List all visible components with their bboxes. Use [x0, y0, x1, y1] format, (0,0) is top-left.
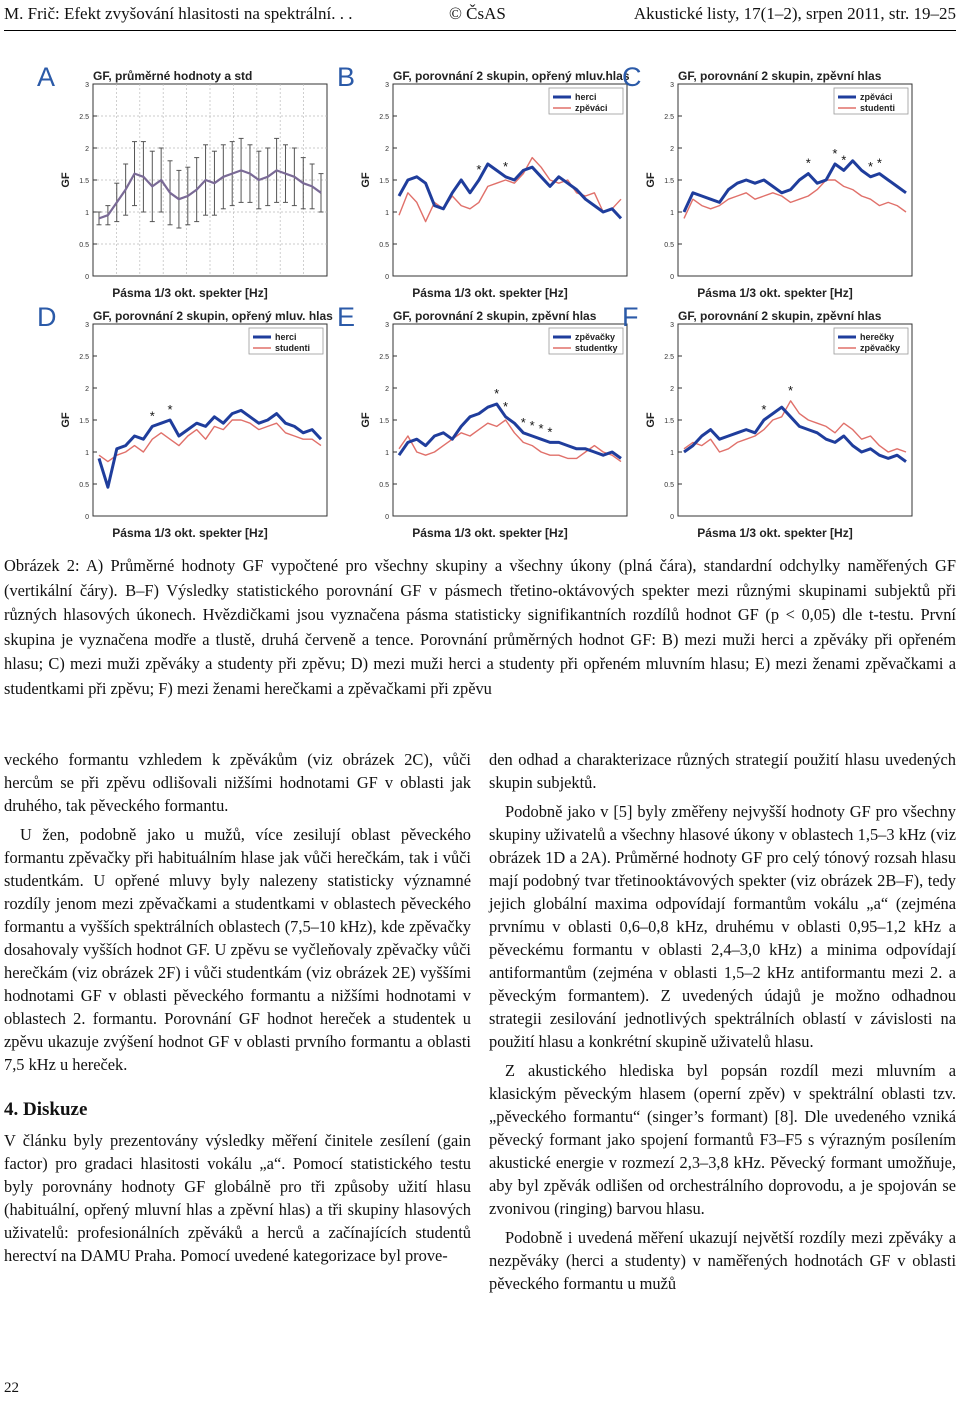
panel-title: GF, průměrné hodnoty a std — [93, 69, 253, 83]
y-tick-label: 1 — [85, 210, 89, 217]
panel-letter: F — [622, 302, 639, 332]
y-tick-label: 1 — [385, 210, 389, 217]
y-axis-label: GF — [360, 412, 372, 428]
y-tick-label: 0.5 — [664, 482, 674, 489]
paragraph: U žen, podobně jako u mužů, více zesilují oblast pěveckého formantu zpěvačky při habituálním hlase jak vůči herečkám, tak i vůči studentkám. U opřené mluvy byly nalezeny statisticky významné rozdíly jenom mezi zpěvačkami a studentkami v oblastech pěveckého formantu a vyšších spektrálních oblastech (7,5–10 kHz), kde zpěvačky dosahovaly vyšších hodnot GF. U zpěvu se vyčleňovaly zpěvačky vůči herečkám (viz obrázek 2F) i vůči studentkám (viz obrázek 2E) vyššími hodnotami GF v oblasti pěveckého formantu a nižšími hodnotami v oblastech 2. formantu. Porovnání GF hodnot hereček a studentek u zpěvu ukazuje zvýšení hodnot GF v oblasti prvního formantu a oblasti 7,5 kHz u hereček. — [4, 825, 471, 1074]
chart-f — [630, 306, 920, 536]
y-axis-label: GF — [645, 172, 657, 188]
y-tick-label: 2.5 — [79, 114, 89, 121]
series-line-1 — [399, 164, 621, 218]
y-tick-label: 2 — [385, 146, 389, 153]
y-tick-label: 2 — [670, 386, 674, 393]
panel-c — [622, 62, 920, 300]
y-tick-label: 0.5 — [379, 482, 389, 489]
significance-star: * — [761, 402, 767, 417]
legend-label: zpěváci — [575, 103, 608, 113]
significance-star: * — [149, 408, 155, 424]
legend-label: herci — [575, 92, 597, 102]
right-column — [489, 748, 956, 1295]
left-column — [4, 748, 471, 1267]
significance-star: * — [538, 421, 544, 437]
y-tick-label: 1.5 — [79, 418, 89, 425]
significance-star: * — [520, 414, 526, 430]
significance-star: * — [805, 155, 811, 171]
y-axis-label: GF — [360, 172, 372, 188]
chart-a — [45, 66, 335, 296]
y-tick-label: 1 — [670, 210, 674, 217]
y-tick-label: 1 — [85, 450, 89, 457]
significance-star: * — [841, 152, 847, 168]
panel-title: GF, porovnání 2 skupin, opřený mluv.hlas — [393, 69, 630, 83]
chart-e — [345, 306, 635, 536]
y-tick-label: 2.5 — [379, 354, 389, 361]
x-axis-label: Pásma 1/3 okt. spekter [Hz] — [697, 286, 853, 300]
significance-star: * — [167, 402, 173, 417]
series-line-2 — [399, 158, 621, 222]
header-journal: Akustické listy, 17(1–2), srpen 2011, str. 19–25 — [633, 4, 956, 23]
y-tick-label: 0 — [85, 514, 89, 521]
y-tick-label: 1.5 — [379, 418, 389, 425]
panel-f — [622, 302, 920, 540]
panel-d — [37, 302, 335, 540]
x-axis-label: Pásma 1/3 okt. spekter [Hz] — [112, 286, 268, 300]
chart-c — [630, 66, 920, 296]
chart-d — [45, 306, 335, 536]
y-axis-label: GF — [60, 172, 72, 188]
y-tick-label: 1 — [385, 450, 389, 457]
y-tick-label: 3 — [85, 322, 89, 329]
page-number: 22 — [4, 1380, 19, 1396]
header-copyright: © ČsAS — [449, 4, 506, 23]
panel-title: GF, porovnání 2 skupin, zpěvní hlas — [678, 309, 882, 323]
legend-label: zpěváci — [860, 92, 893, 102]
significance-star: * — [476, 162, 482, 177]
y-tick-label: 0 — [385, 274, 389, 281]
y-tick-label: 0.5 — [379, 242, 389, 249]
legend-label: studentky — [575, 343, 618, 353]
legend-label: herci — [275, 332, 297, 342]
y-tick-label: 1.5 — [379, 178, 389, 185]
y-tick-label: 0 — [385, 514, 389, 521]
y-tick-label: 3 — [385, 322, 389, 329]
y-tick-label: 3 — [385, 82, 389, 89]
y-tick-label: 3 — [670, 322, 674, 329]
significance-star: * — [876, 155, 882, 171]
legend-label: studenti — [275, 343, 310, 353]
header-left: M. Frič: Efekt zvyšování hlasitosti na spektrální. . . — [4, 4, 353, 23]
significance-star: * — [503, 158, 509, 174]
y-tick-label: 0.5 — [664, 242, 674, 249]
y-tick-label: 2.5 — [79, 354, 89, 361]
x-axis-label: Pásma 1/3 okt. spekter [Hz] — [697, 526, 853, 540]
y-tick-label: 1.5 — [79, 178, 89, 185]
series-line-1 — [684, 407, 906, 461]
panel-letter: E — [337, 302, 356, 332]
series-line-2 — [99, 420, 321, 462]
series-line-1 — [99, 410, 321, 487]
y-tick-label: 2 — [85, 386, 89, 393]
series-line-2 — [399, 420, 621, 462]
y-tick-label: 2.5 — [664, 114, 674, 121]
series-line-2 — [684, 401, 906, 452]
legend-label: herečky — [860, 332, 895, 342]
series-line-1 — [399, 404, 621, 458]
section-heading: 4. Diskuze — [4, 1099, 88, 1120]
y-tick-label: 0 — [85, 274, 89, 281]
significance-star: * — [547, 424, 553, 440]
y-tick-label: 2 — [670, 146, 674, 153]
significance-star: * — [494, 386, 500, 401]
panel-letter: D — [37, 302, 57, 332]
y-tick-label: 3 — [85, 82, 89, 89]
x-axis-label: Pásma 1/3 okt. spekter [Hz] — [412, 526, 568, 540]
x-axis-label: Pásma 1/3 okt. spekter [Hz] — [412, 286, 568, 300]
significance-star: * — [529, 418, 535, 433]
y-tick-label: 1 — [670, 450, 674, 457]
panel-letter: B — [337, 62, 356, 92]
panel-b — [337, 62, 635, 300]
significance-star: * — [788, 382, 794, 398]
y-axis-label: GF — [645, 412, 657, 428]
y-tick-label: 0 — [670, 274, 674, 281]
legend-label: zpěvačky — [575, 332, 616, 342]
paragraph: veckého formantu vzhledem k zpěvákům (viz obrázek 2C), vůči hercům se při zpěvu odlišovali nižšími hodnotami GF v oblasti jak druhého, tak pěveckého formantu. — [4, 750, 471, 815]
panel-a — [37, 62, 335, 300]
significance-star: * — [832, 146, 838, 161]
chart-b — [345, 66, 635, 296]
panel-title: GF, porovnání 2 skupin, opřený mluv. hlas — [93, 309, 333, 323]
paragraph: Podobně i uvedená měření ukazují největší rozdíly mezi zpěváky a nezpěváky (herci a studenty) v naměřených hodnotách GF v oblasti pěveckého formantu u mužů — [489, 1228, 956, 1293]
x-axis-label: Pásma 1/3 okt. spekter [Hz] — [112, 526, 268, 540]
y-tick-label: 1.5 — [664, 178, 674, 185]
significance-star: * — [867, 158, 874, 174]
y-tick-label: 0.5 — [79, 482, 89, 489]
y-tick-label: 2 — [385, 386, 389, 393]
page-header — [4, 0, 956, 31]
y-tick-label: 2 — [85, 146, 89, 153]
legend-label: studenti — [860, 103, 895, 113]
y-tick-label: 1.5 — [664, 418, 674, 425]
panel-letter: C — [622, 62, 642, 92]
panel-e — [337, 302, 635, 540]
figure-2 — [37, 62, 920, 540]
y-tick-label: 3 — [670, 82, 674, 89]
y-tick-label: 0 — [670, 514, 674, 521]
significance-star: * — [503, 398, 509, 414]
y-tick-label: 2.5 — [664, 354, 674, 361]
y-axis-label: GF — [60, 412, 72, 428]
panel-title: GF, porovnání 2 skupin, zpěvní hlas — [678, 69, 882, 83]
legend-label: zpěvačky — [860, 343, 901, 353]
paragraph: V článku byly prezentovány výsledky měření činitele zesílení (gain factor) pro gradaci hlasitosti vokálu „a“. Pomocí statistického testu byly porovnány hodnoty GF globálně pro tři způsoby užití hlasu (habituální, opřený mluvní hlas a zpěvní hlas) a tři skupiny hlasových uživatelů: profesionálních zpěváků a herců a začínajících studentů herectví na DAMU Praha. Pomocí uvedené kategorizace byl prove- — [4, 1131, 471, 1265]
figure-caption: Obrázek 2: A) Průměrné hodnoty GF vypočtené pro všechny skupiny a všechny úkony (plná čára), standardní odchylky naměřených GF (vertikální čáry). B–F) Výsledky statistického porovnání GF v pásmech třetino-oktávových spekter mezi různými skupinami subjektů při různých hlasových úkonech. Hvězdičkami jsou vyznačena pásma statisticky signifikantních rozdílů hodnot GF (p < 0,05) dle t-testu. První skupina je vyznačena modře a tlustě, druhá červeně a tence. Porovnání průměrných hodnot GF: B) mezi muži herci a zpěváky při opřeném hlasu; C) mezi muži zpěváky a studenty při zpěvu; D) mezi muži herci a studenty při opřeném mluvním hlasu; E) mezi ženami zpěvačkami a studentkami při zpěvu; F) mezi ženami herečkami a zpěvačkami při zpěvu — [4, 556, 956, 698]
paragraph: den odhad a charakterizace různých strategií použití hlasu uvedených skupin subjektů. — [489, 750, 956, 792]
panel-title: GF, porovnání 2 skupin, zpěvní hlas — [393, 309, 597, 323]
y-tick-label: 0.5 — [79, 242, 89, 249]
paragraph: Z akustického hlediska byl popsán rozdíl mezi mluvním a klasickým pěveckým hlasem (operní zpěv) v spektrální oblasti tzv. „pěveckého formantu“ (singer’s formant) [8]. Dle uvedeného vzniká pěvecký formant jako spojení formantů F3–F5 s výrazným posílením akustické energie v rozmezí 2,3–3,8 kHz. Pěvecký formant umožňuje, aby byl zpěvák odlišen od orchestrálního doprovodu, a je spojován se zvonivou (ringing) barvou hlasu. — [489, 1061, 956, 1218]
y-tick-label: 2.5 — [379, 114, 389, 121]
panel-letter: A — [37, 62, 56, 92]
paragraph: Podobně jako v [5] byly změřeny nejvyšší hodnoty GF pro všechny skupiny uživatelů a všechny hlasové úkony v oblastech 1,5–3 kHz (viz obrázek 1D a 2A). Průměrné hodnoty GF pro celý tónový rozsah hlasu mají podobný tvar třetinooktávových spekter (viz obrázek 2B–F), tedy jejich globální maxima odpovídají formantům vokálu „a“ (zejména prvnímu v oblasti 0,6–0,8 kHz, druhému v oblasti 0,95–1,2 kHz a pěveckému formantu v oblasti 2,4–3,0 kHz) a minima odpovídají antiformantům (zejména v oblasti 1,5–2 kHz antiformantu mezi 2. a pěveckým formantem). Z uvedených údajů je možno odhadnou strategii zesilování jednotlivých spektrálních oblastí v závislosti na použití hlasu a konkrétní skupině uživatelů hlasu. — [489, 802, 956, 1051]
